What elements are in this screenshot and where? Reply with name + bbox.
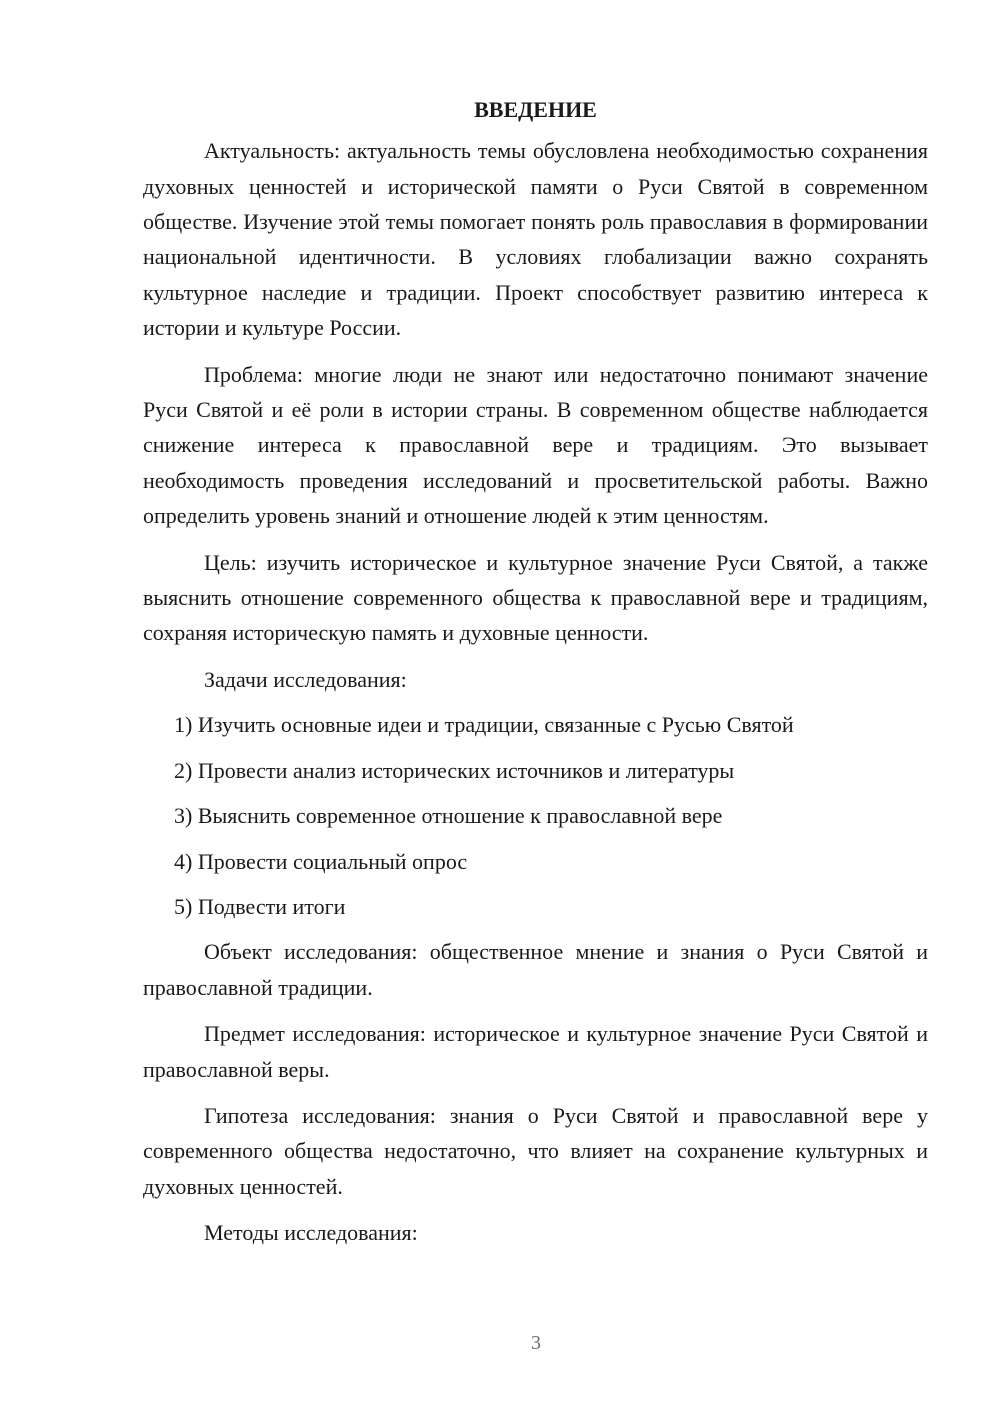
- task-item: 2) Провести анализ исторических источников и литературы: [174, 757, 735, 783]
- hypothesis-paragraph: Гипотеза исследования: знания о Руси Святой и православной вере у современного общества недостаточно, что влияет на сохранение культурных и духовных ценностей.: [143, 1102, 928, 1199]
- goal-paragraph: Цель: изучить историческое и культурное значение Руси Святой, а также выяснить отношение современного общества к православной вере и традициям, сохраняя историческую память и духовные ценности.: [143, 549, 928, 646]
- methods-label: Методы исследования:: [204, 1220, 418, 1246]
- problem-paragraph: Проблема: многие люди не знают или недостаточно понимают значение Руси Святой и её роли в истории страны. В современном обществе наблюдается снижение интереса к православной вере и традициям. Это вызывает необходимость проведения исследований и просветительской работы. Важно определить уровень знаний и отношение людей к этим ценностям.: [143, 361, 928, 529]
- relevance-paragraph: Актуальность: актуальность темы обусловлена необходимостью сохранения духовных ценностей и исторической памяти о Руси Святой в современном обществе. Изучение этой темы помогает понять роль православия в формировании национальной идентичности. В условиях глобализации важно сохранять культурное наследие и традиции. Проект способствует развитию интереса к истории и культуре России.: [143, 138, 928, 341]
- task-item: 1) Изучить основные идеи и традиции, связанные с Русью Святой: [174, 712, 794, 738]
- tasks-label: Задачи исследования:: [204, 666, 407, 692]
- subject-paragraph: Предмет исследования: историческое и культурное значение Руси Святой и православной веры.: [143, 1021, 928, 1082]
- section-heading: ВВЕДЕНИЕ: [474, 97, 597, 122]
- page-number: 3: [531, 1332, 541, 1354]
- task-item: 3) Выяснить современное отношение к православной вере: [174, 803, 723, 829]
- tasks-list: [143, 707, 928, 924]
- object-paragraph: Объект исследования: общественное мнение и знания о Руси Святой и православной традиции.: [143, 939, 928, 1000]
- document-page: [143, 92, 928, 1261]
- task-item: 4) Провести социальный опрос: [174, 848, 468, 874]
- task-item: 5) Подвести итоги: [174, 893, 346, 919]
